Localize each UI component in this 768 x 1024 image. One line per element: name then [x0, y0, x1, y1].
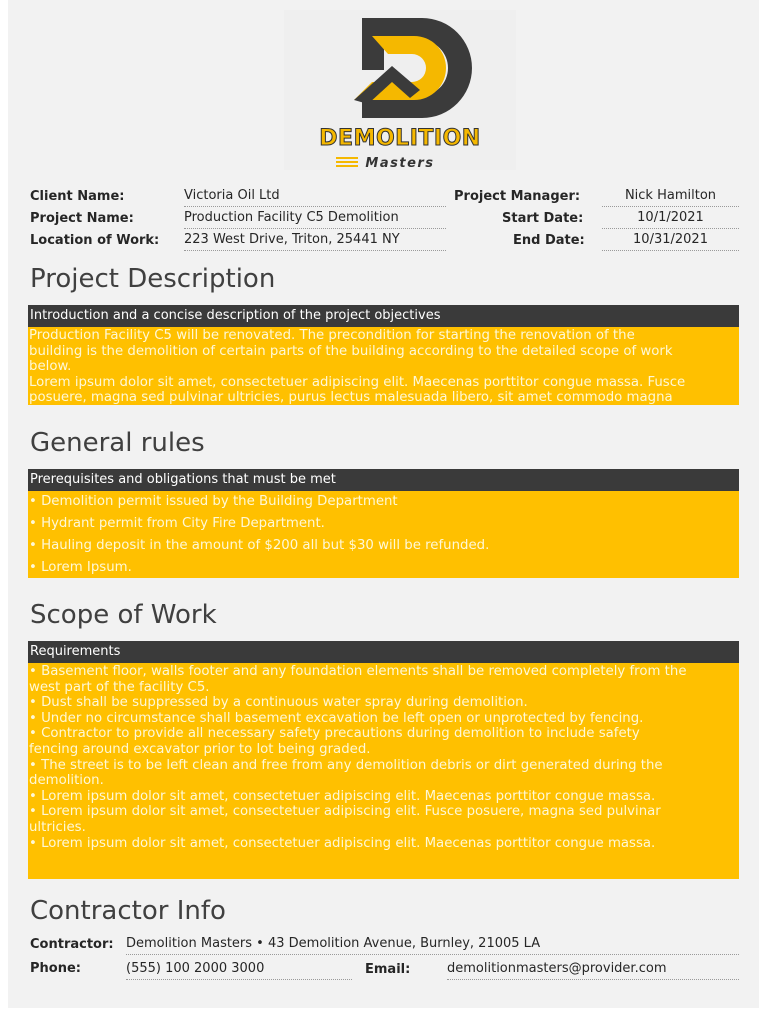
rule-item: • Hauling deposit in the amount of $200 all but $30 will be refunded.: [29, 538, 490, 553]
rule-item: • Demolition permit issued by the Building Department: [29, 494, 398, 509]
contractor-field[interactable]: Demolition Masters • 43 Demolition Avenue, Burnley, 21005 LA: [126, 935, 739, 955]
description-line: Lorem ipsum dolor sit amet, consectetuer adipiscing elit. Maecenas porttitor congue massa. Fusce: [29, 374, 686, 390]
rule-item: • Lorem Ipsum.: [29, 560, 132, 575]
requirement-line: demolition.: [29, 773, 104, 789]
email-label: Email:: [365, 962, 411, 977]
requirement-line: • Under no circumstance shall basement excavation be left open or unprotected by fencing.: [29, 710, 644, 726]
project-name-field[interactable]: Production Facility C5 Demolition: [184, 209, 446, 229]
end-date-label: End Date:: [513, 233, 585, 248]
description-line: Production Facility C5 will be renovated. The precondition for starting the renovation of the: [29, 328, 635, 343]
description-line: below.: [29, 359, 72, 375]
letter-d-logo-icon: [284, 10, 516, 130]
project-manager-field[interactable]: Nick Hamilton: [602, 187, 739, 207]
client-name-label: Client Name:: [30, 189, 125, 204]
project-description-heading: Project Description: [30, 264, 276, 294]
end-date-field[interactable]: 10/31/2021: [602, 231, 739, 251]
requirement-line: • Basement floor, walls footer and any foundation elements shall be removed completely from the: [29, 664, 687, 679]
phone-field[interactable]: (555) 100 2000 3000: [126, 960, 352, 980]
description-line: building is the demolition of certain parts of the building according to the detailed scope of work: [29, 343, 673, 359]
email-field[interactable]: demolitionmasters@provider.com: [447, 960, 739, 980]
requirements-box[interactable]: [28, 663, 739, 879]
requirements-bar: Requirements: [28, 641, 739, 663]
description-box[interactable]: [28, 327, 739, 405]
scope-of-work-heading: Scope of Work: [30, 600, 217, 630]
requirement-line: west part of the facility C5.: [29, 679, 210, 695]
description-line: posuere, magna sed pulvinar ultricies, purus lectus malesuada libero, sit amet commodo magna: [29, 390, 673, 405]
requirement-line: • Lorem ipsum dolor sit amet, consectetuer adipiscing elit. Maecenas porttitor congue massa.: [29, 835, 656, 851]
location-label: Location of Work:: [30, 233, 160, 248]
rule-item: • Hydrant permit from City Fire Department.: [29, 516, 325, 531]
contractor-info-heading: Contractor Info: [30, 896, 226, 926]
requirement-line: • Lorem ipsum dolor sit amet, consectetuer adipiscing elit. Maecenas porttitor congue massa.: [29, 788, 656, 804]
location-field[interactable]: 223 West Drive, Triton, 25441 NY: [184, 231, 446, 251]
requirement-line: fencing around excavator prior to lot being graded.: [29, 741, 371, 757]
requirement-line: • Contractor to provide all necessary safety precautions during demolition to include safety: [29, 726, 640, 742]
project-name-label: Project Name:: [30, 211, 134, 226]
requirement-line: • The street is to be left clean and free from any demolition debris or dirt generated during the: [29, 757, 663, 773]
company-logo: [284, 10, 516, 170]
general-rules-heading: General rules: [30, 428, 205, 458]
project-manager-label: Project Manager:: [454, 189, 581, 204]
project-document: [8, 0, 759, 1008]
client-name-field[interactable]: Victoria Oil Ltd: [184, 187, 446, 207]
logo-subtitle: Masters: [365, 156, 435, 171]
start-date-label: Start Date:: [502, 211, 584, 226]
contractor-label: Contractor:: [30, 937, 114, 952]
requirement-line: • Dust shall be suppressed by a continuous water spray during demolition.: [29, 695, 528, 711]
requirement-line: • Lorem ipsum dolor sit amet, consectetuer adipiscing elit. Fusce posuere, magna sed pulvinar: [29, 804, 661, 820]
rules-bar: Prerequisites and obligations that must be met: [28, 469, 739, 491]
logo-title: DEMOLITION: [319, 126, 481, 151]
rules-box[interactable]: [28, 491, 739, 578]
description-bar: Introduction and a concise description of the project objectives: [28, 305, 739, 327]
phone-label: Phone:: [30, 961, 81, 976]
requirement-line: ultricies.: [29, 819, 86, 835]
start-date-field[interactable]: 10/1/2021: [602, 209, 739, 229]
